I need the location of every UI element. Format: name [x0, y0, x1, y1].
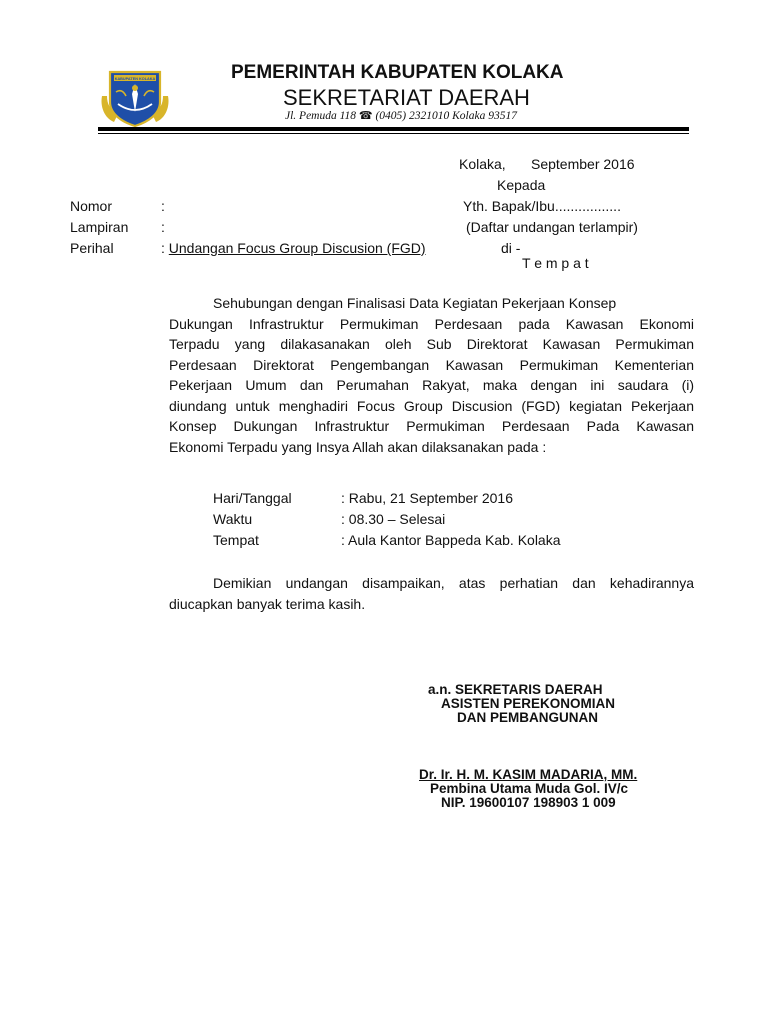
phone-icon: ☎ — [358, 110, 373, 122]
body-line: Konsep Dukungan Infrastruktur Permukiman Perdesaan Pada Kawasan — [169, 418, 694, 434]
date-city: Kolaka, — [459, 156, 506, 172]
perihal-label: Perihal — [70, 240, 114, 256]
schedule-value-place: : Aula Kantor Bappeda Kab. Kolaka — [341, 532, 561, 548]
recipient-place: T e m p a t — [522, 255, 589, 271]
lampiran-value: : — [161, 219, 165, 235]
schedule-value-day: : Rabu, 21 September 2016 — [341, 490, 514, 506]
signatory-rank: Pembina Utama Muda Gol. IV/c — [430, 781, 629, 796]
signature-position-2: DAN PEMBANGUNAN — [457, 710, 598, 725]
perihal-value: Undangan Focus Group Discusion (FGD) — [168, 240, 426, 256]
recipient-note: (Daftar undangan terlampir) — [466, 219, 638, 235]
perihal-colon: : — [161, 240, 169, 256]
government-title: PEMERINTAH KABUPATEN KOLAKA — [231, 62, 564, 83]
recipient-name: Yth. Bapak/Ibu................. — [463, 198, 621, 214]
lampiran-label: Lampiran — [70, 219, 129, 235]
signature-position-1: ASISTEN PEREKONOMIAN — [441, 696, 616, 711]
date-month: September 2016 — [531, 156, 635, 172]
letterhead-rule-thick — [98, 127, 689, 131]
body-line: Pekerjaan Umum dan Perumahan Rakyat, maka dengan ini saudara (i) — [169, 377, 694, 393]
perihal-field — [161, 240, 426, 256]
signature-on-behalf: a.n. SEKRETARIS DAERAH — [428, 682, 603, 697]
signatory-name: Dr. Ir. H. M. KASIM MADARIA, MM. — [419, 767, 638, 782]
schedule-label-time: Waktu — [213, 511, 253, 527]
letterhead-rule-thin — [98, 133, 689, 134]
schedule-label-place: Tempat — [213, 532, 259, 548]
body-line: Ekonomi Terpadu yang Insya Allah akan dilaksanakan pada : — [169, 438, 547, 455]
body-line: Perdesaan Direktorat Pengembangan Kawasan Permukiman Kementerian — [169, 356, 694, 373]
closing-line: Demikian undangan disampaikan, atas perhatian dan kehadirannya — [213, 575, 694, 591]
kabupaten-kolaka-logo — [98, 66, 172, 128]
address-phone: (0405) 2321010 Kolaka 93517 — [375, 110, 517, 122]
closing-paragraph — [169, 573, 694, 614]
body-line: Dukungan Infrastruktur Permukiman Perdesaan pada Kawasan Ekonomi — [169, 315, 694, 332]
body-paragraph — [169, 293, 694, 457]
body-line: Terpadu yang dilakasanakan oleh Sub Direktorat Kawasan Permukiman — [169, 336, 694, 352]
logo-banner-text: KABUPATEN KOLAKA — [114, 76, 156, 81]
recipient-di: di - — [501, 240, 521, 256]
body-line: Sehubungan dengan Finalisasi Data Kegiatan Pekerjaan Konsep — [213, 295, 617, 311]
office-title: SEKRETARIAT DAERAH — [283, 85, 530, 110]
body-line: diundang untuk menghadiri Focus Group Discusion (FGD) kegiatan Pekerjaan — [169, 397, 694, 414]
signatory-nip: NIP. 19600107 198903 1 009 — [441, 795, 616, 810]
recipient-to-label: Kepada — [497, 177, 546, 193]
schedule-value-time: : 08.30 – Selesai — [341, 511, 446, 527]
nomor-value: : — [161, 198, 165, 214]
schedule-label-day: Hari/Tanggal — [213, 490, 292, 506]
logo-star — [132, 85, 138, 91]
nomor-label: Nomor — [70, 198, 113, 214]
address-street: Jl. Pemuda 118 — [285, 110, 357, 122]
letterhead-address — [285, 109, 517, 122]
closing-line: diucapkan banyak terima kasih. — [169, 595, 366, 612]
